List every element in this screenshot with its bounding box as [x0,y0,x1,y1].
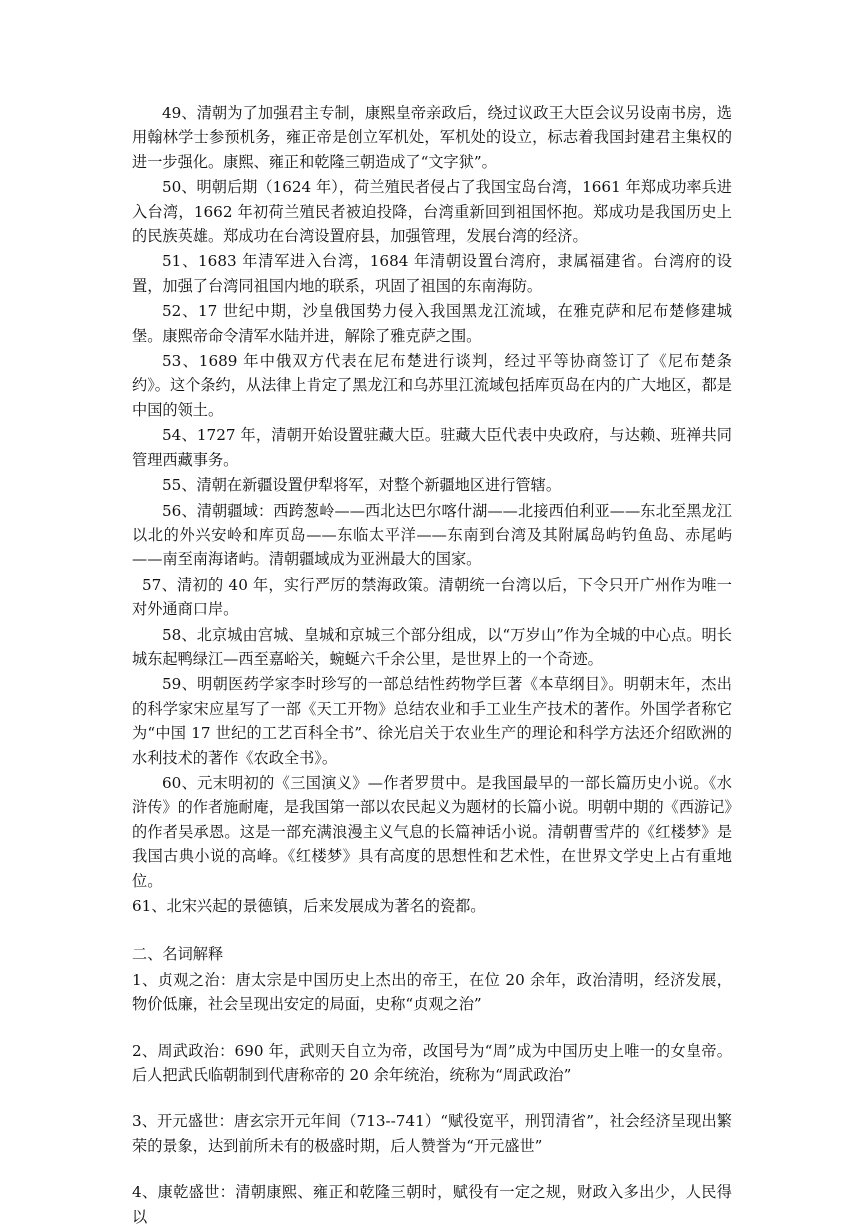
term-2: 2、周武政治：690 年，武则天自立为帝，改国号为“周”成为中国历史上唯一的女皇帝。后人把武氏临朝制到代唐称帝的 20 余年统治，统称为“周武政治” [132,1041,732,1085]
paragraph-54: 54、1727 年，清朝开始设置驻藏大臣。驻藏大臣代表中央政府，与达赖、班禅共同管理西藏事务。 [132,426,732,469]
paragraph-51: 51、1683 年清军进入台湾，1684 年清朝设置台湾府，隶属福建省。台湾府的设置，加强了台湾同祖国内地的联系，巩固了祖国的东南海防。 [132,252,732,295]
term-1: 1、贞观之治：唐太宗是中国历史上杰出的帝王，在位 20 余年，政治清明，经济发展，物价低廉，社会呈现出安定的局面，史称“贞观之治” [132,970,732,1014]
section-heading: 二、名词解释 [132,945,224,964]
paragraph-50: 50、明朝后期（1624 年），荷兰殖民者侵占了我国宝岛台湾，1661 年郑成功率兵进入台湾，1662 年初荷兰殖民者被迫投降，台湾重新回到祖国怀抱。郑成功是我国历史上的民族英雄。郑成功在台湾设置府县，加强管理，发展台湾的经济。 [132,178,732,246]
paragraph-55: 55、清朝在新疆设置伊犁将军，对整个新疆地区进行管辖。 [162,476,562,495]
term-4: 4、康乾盛世：清朝康熙、雍正和乾隆三朝时，赋役有一定之规，财政入多出少，人民得以 [132,1183,732,1226]
paragraph-49: 49、清朝为了加强君主专制，康熙皇帝亲政后，绕过议政王大臣会议另设南书房，选用翰林学士参预机务，雍正帝是创立军机处，军机处的设立，标志着我国封建君主集权的进一步强化。康熙、雍正和乾隆三朝造成了“文字狱”。 [132,104,732,171]
term-3: 3、开元盛世：唐玄宗开元年间（713--741）“赋役宽平，刑罚清省”，社会经济呈现出繁荣的景象，达到前所未有的极盛时期，后人赞誉为“开元盛世” [132,1112,732,1155]
paragraph-57: 57、清初的 40 年，实行严厉的禁海政策。清朝统一台湾以后，下令只开广州作为唯一对外通商口岸。 [132,575,732,619]
document-body [132,101,732,1230]
paragraph-56: 56、清朝疆域：西跨葱岭——西北达巴尔喀什湖——北接西伯利亚——东北至黑龙江以北的外兴安岭和库页岛——东临太平洋——东南到台湾及其附属岛屿钓鱼岛、赤尾屿——南至南海诸屿。清朝疆域成为亚洲最大的国家。 [132,501,732,569]
paragraph-53: 53、1689 年中俄双方代表在尼布楚进行谈判，经过平等协商签订了《尼布楚条约》。这个条约，从法律上肯定了黑龙江和乌苏里江流域包括库页岛在内的广大地区，都是中国的领土。 [132,352,732,419]
paragraph-60: 60、元末明初的《三国演义》—作者罗贯中。是我国最早的一部长篇历史小说。《水浒传》的作者施耐庵，是我国第一部以农民起义为题材的长篇小说。明朝中期的《西游记》的作者吴承恩。这是一部充满浪漫主义气息的长篇神话小说。清朝曹雪芹的《红楼梦》是我国古典小说的高峰。《红楼梦》具有高度的思想性和艺术性，在世界文学史上占有重地位。 [132,773,732,890]
paragraph-61: 61、北宋兴起的景德镇，后来发展成为著名的瓷都。 [132,897,486,915]
paragraph-52: 52、17 世纪中期，沙皇俄国势力侵入我国黑龙江流域，在雅克萨和尼布楚修建城堡。康熙帝命令清军水陆并进，解除了雅克萨之围。 [132,302,732,345]
paragraph-59: 59、明朝医药学家李时珍写的一部总结性药物学巨著《本草纲目》。明朝末年，杰出的科学家宋应星写了一部《天工开物》总结农业和手工业生产技术的著作。外国学者称它为“中国 17 世纪的工艺百科全书”、徐光启关于农业生产的理论和科学方法还介绍欧洲的水利技术的著作《农政全书》。 [132,675,732,767]
paragraph-58: 58、北京城由宫城、皇城和京城三个部分组成，以“万岁山”作为全城的中心点。明长城东起鸭绿江—西至嘉峪关，蜿蜒六千余公里，是世界上的一个奇迹。 [132,625,732,668]
